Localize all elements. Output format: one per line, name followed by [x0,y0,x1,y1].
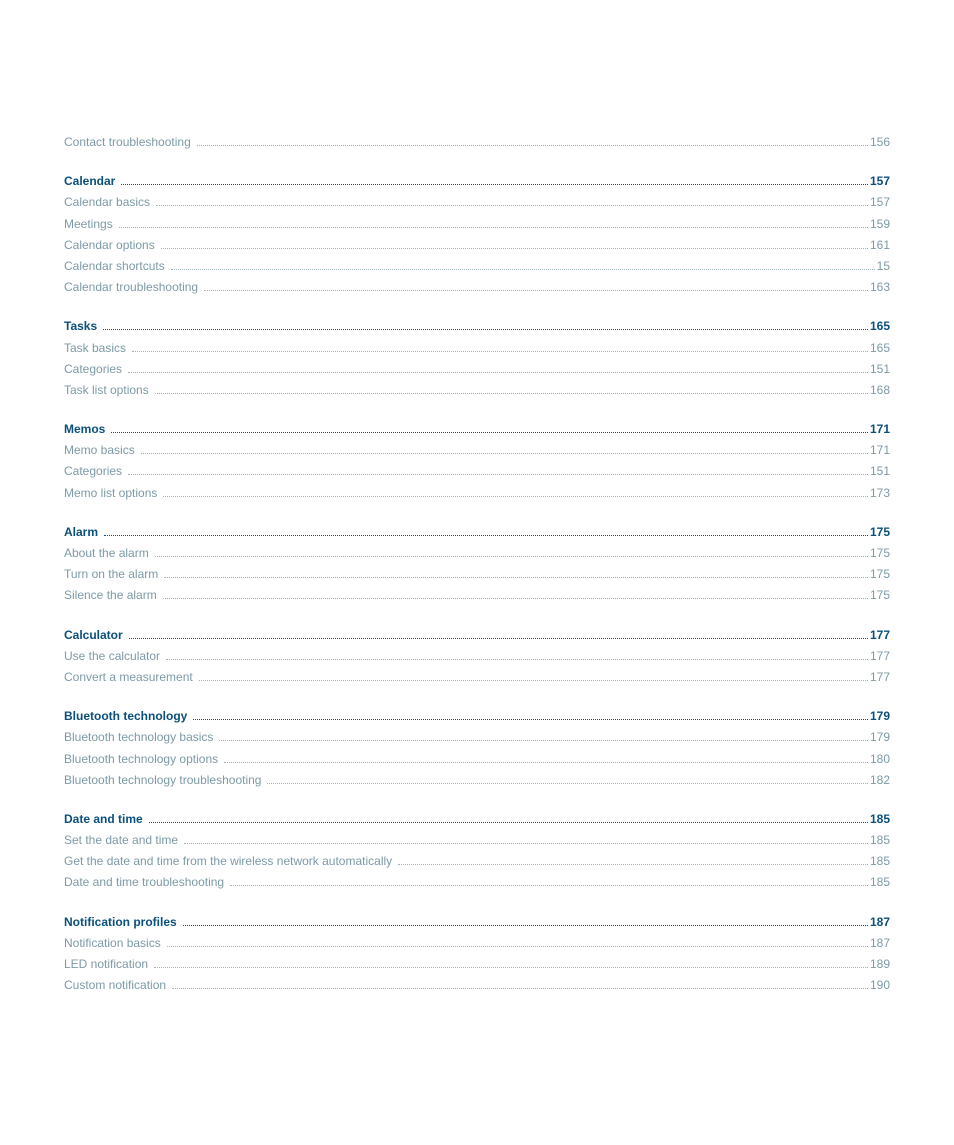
toc-entry[interactable] [64,975,890,996]
dot-leader [132,351,868,352]
toc-heading-page: 177 [869,627,890,642]
toc-entry-title: Contact troubleshooting [64,135,191,149]
dot-leader [171,269,875,270]
toc-entry-title: Convert a measurement [64,669,193,684]
toc-entry[interactable] [64,564,890,585]
toc-entry-page: 173 [869,485,890,500]
toc-heading-title: Date and time [64,811,143,826]
toc-entry-title: Bluetooth technology options [64,751,219,766]
toc-entry-page: 157 [869,195,890,210]
toc-entry-title: About the alarm [64,546,149,560]
dot-leader [103,329,868,330]
toc-heading-page: 171 [869,422,890,437]
toc-entry[interactable] [64,256,890,277]
toc-entry-page: 163 [869,280,890,295]
toc-heading-memos[interactable] [64,419,890,440]
toc-entry-page: 189 [869,957,890,971]
toc-entry-page: 185 [869,854,890,869]
toc-entry-page: 177 [869,648,890,663]
toc-entry-title: Bluetooth technology troubleshooting [64,772,262,787]
toc-entry-page: 175 [869,546,890,560]
toc-entry[interactable] [64,727,890,748]
toc-entry-page: 180 [869,751,890,766]
dot-leader [141,453,868,454]
dot-leader [111,432,868,433]
toc-entry-page: 177 [869,669,890,684]
toc-heading-calendar[interactable] [64,171,890,192]
dot-leader [156,205,868,206]
toc-entry[interactable] [64,770,890,791]
toc-entry-title: Bluetooth technology basics [64,730,214,745]
toc-entry-page: 175 [869,588,890,603]
dot-leader [154,967,868,968]
toc-entry-page: 168 [869,382,890,397]
dot-leader [183,925,868,926]
toc-entry[interactable] [64,483,890,504]
dot-leader [224,762,868,763]
toc-entry-title: Meetings [64,216,113,231]
toc-heading-title: Bluetooth technology [64,709,188,724]
dot-leader [119,227,868,228]
toc-entry-title: Set the date and time [64,833,179,848]
dot-leader [129,638,868,639]
toc-entry-page: 151 [869,464,890,479]
toc-entry-page: 156 [869,135,890,149]
toc-entry-title: Notification basics [64,935,161,950]
toc-entry[interactable] [64,380,890,401]
dot-leader [161,248,868,249]
dot-leader [172,988,868,989]
toc-entry[interactable] [64,646,890,667]
toc-entry-title: Calendar shortcuts [64,258,165,273]
toc-entry-title: Categories [64,464,123,479]
toc-entry-page: 171 [869,443,890,458]
toc-entry-page: 185 [869,875,890,890]
toc-heading-title: Alarm [64,524,99,539]
toc-entry[interactable] [64,214,890,235]
toc-heading-tasks[interactable] [64,316,890,337]
toc-entry[interactable] [64,872,890,893]
dot-leader [193,719,868,720]
toc-entry[interactable] [64,192,890,213]
toc-heading-title: Calculator [64,627,123,642]
toc-entry[interactable] [64,954,890,975]
dot-leader [197,145,868,146]
toc-heading-notification-profiles[interactable] [64,912,890,933]
dot-leader [267,783,867,784]
toc-entry-title: Task basics [64,340,127,355]
dot-leader [104,535,868,536]
toc-entry-page: 159 [869,216,890,231]
toc-entry[interactable] [64,667,890,688]
dot-leader [184,843,868,844]
toc-entry-page: 185 [869,833,890,848]
dot-leader [121,184,868,185]
dot-leader [167,946,868,947]
toc-heading-page: 165 [869,319,890,334]
toc-heading-alarm[interactable] [64,522,890,543]
toc-entry[interactable] [64,359,890,380]
dot-leader [199,680,868,681]
dot-leader [163,598,868,599]
toc-entry-title: Turn on the alarm [64,567,159,582]
toc-heading-title: Memos [64,422,106,437]
dot-leader [204,290,868,291]
toc-entry[interactable] [64,933,890,954]
toc-entry-title: Categories [64,361,123,376]
toc-heading-title: Notification profiles [64,914,177,929]
toc-entry-page: 187 [869,935,890,950]
toc-entry-contact-troubleshooting[interactable] [64,132,890,153]
toc-entry-title: Calendar troubleshooting [64,280,199,295]
toc-entry-page: 182 [869,772,890,787]
toc-entry-page: 161 [869,237,890,252]
toc-entry[interactable] [64,585,890,606]
dot-leader [155,393,868,394]
toc-entry[interactable] [64,851,890,872]
toc-entry[interactable] [64,277,890,298]
dot-leader [155,556,868,557]
toc-entry[interactable] [64,440,890,461]
toc-entry-title: Calendar options [64,237,155,252]
toc-heading-page: 187 [869,914,890,929]
toc-entry-title: Memo basics [64,443,135,458]
toc-heading-bluetooth-technology[interactable] [64,706,890,727]
dot-leader [128,372,868,373]
toc-heading-title: Calendar [64,174,116,189]
dot-leader [166,659,868,660]
toc-entry-title: Date and time troubleshooting [64,875,225,890]
toc-entry-page: 179 [869,730,890,745]
toc-heading-title: Tasks [64,319,98,334]
toc-entry-title: Calendar basics [64,195,151,210]
toc-entry[interactable] [64,830,890,851]
toc-entry-page: 165 [869,340,890,355]
toc-entry-title: Get the date and time from the wireless network automatically [64,854,393,869]
dot-leader [128,474,868,475]
dot-leader [164,577,868,578]
toc-heading-page: 175 [869,524,890,539]
toc-heading-page: 157 [869,174,890,189]
dot-leader [219,740,868,741]
toc-entry[interactable] [64,461,890,482]
table-of-contents [64,132,890,996]
dot-leader [163,496,868,497]
dot-leader [230,885,868,886]
toc-entry-title: Use the calculator [64,648,161,663]
dot-leader [149,822,868,823]
dot-leader [398,864,868,865]
toc-heading-page: 179 [869,709,890,724]
toc-entry[interactable] [64,749,890,770]
toc-entry[interactable] [64,338,890,359]
toc-entry-title: LED notification [64,957,149,971]
toc-heading-calculator[interactable] [64,625,890,646]
toc-entry-page: 175 [869,567,890,582]
toc-entry-page: 190 [869,978,890,993]
toc-entry-title: Task list options [64,382,149,397]
toc-entry-title: Custom notification [64,978,167,993]
toc-entry-title: Memo list options [64,485,158,500]
toc-entry[interactable] [64,543,890,564]
toc-heading-page: 185 [869,811,890,826]
toc-entry-page: 15 [876,258,890,273]
toc-entry[interactable] [64,235,890,256]
toc-entry-page: 151 [869,361,890,376]
toc-entry-title: Silence the alarm [64,588,157,603]
toc-heading-date-and-time[interactable] [64,809,890,830]
